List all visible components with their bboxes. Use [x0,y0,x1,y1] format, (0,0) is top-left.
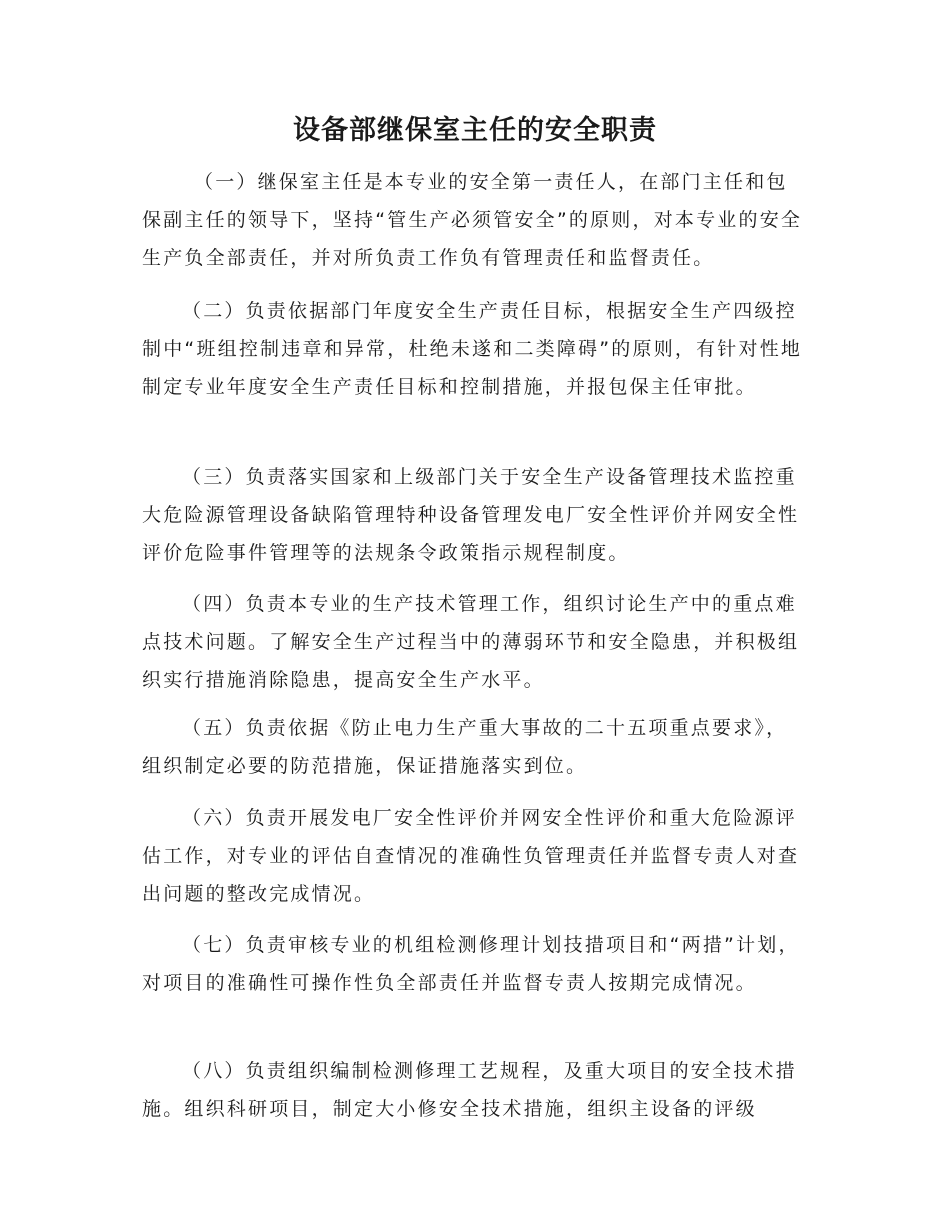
paragraph-5: （五）负责依据《防止电力生产重大事故的二十五项重点要求》，组织制定必要的防范措施，保证措施落实到位。 [142,717,788,777]
paragraph-2: （二）负责依据部门年度安全生产责任目标，根据安全生产四级控制中“班组控制违章和异常，杜绝未遂和二类障碍”的原则，有针对性地制定专业年度安全生产责任目标和控制措施，并报包保主任审批。 [142,300,803,398]
paragraph-1: （一）继保室主任是本专业的安全第一责任人，在部门主任和包保副主任的领导下，坚持“管生产必须管安全”的原则，对本专业的安全生产负全部责任，并对所负责工作负有管理责任和监督责任。 [142,171,803,269]
paragraph-3: （三）负责落实国家和上级部门关于安全生产设备管理技术监控重大危险源管理设备缺陷管理特种设备管理发电厂安全性评价并网安全性评价危险事件管理等的法规条令政策指示规程制度。 [142,466,800,564]
paragraph-4: （四）负责本专业的生产技术管理工作，组织讨论生产中的重点难点技术问题。了解安全生产过程当中的薄弱环节和安全隐患，并积极组织实行措施消除隐患，提高安全生产水平。 [142,593,800,691]
paragraph-7: （七）负责审核专业的机组检测修理计划技措项目和“两措”计划，对项目的准确性可操作性负全部责任并监督专责人按期完成情况。 [142,934,800,994]
paragraph-6: （六）负责开展发电厂安全性评价并网安全性评价和重大危险源评估工作，对专业的评估自查情况的准确性负管理责任并监督专责人对查出问题的整改完成情况。 [142,807,800,905]
paragraph-8: （八）负责组织编制检测修理工艺规程，及重大项目的安全技术措施。组织科研项目，制定大小修安全技术措施，组织主设备的评级 [142,1060,797,1120]
document-title: 设备部继保室主任的安全职责 [293,115,657,146]
